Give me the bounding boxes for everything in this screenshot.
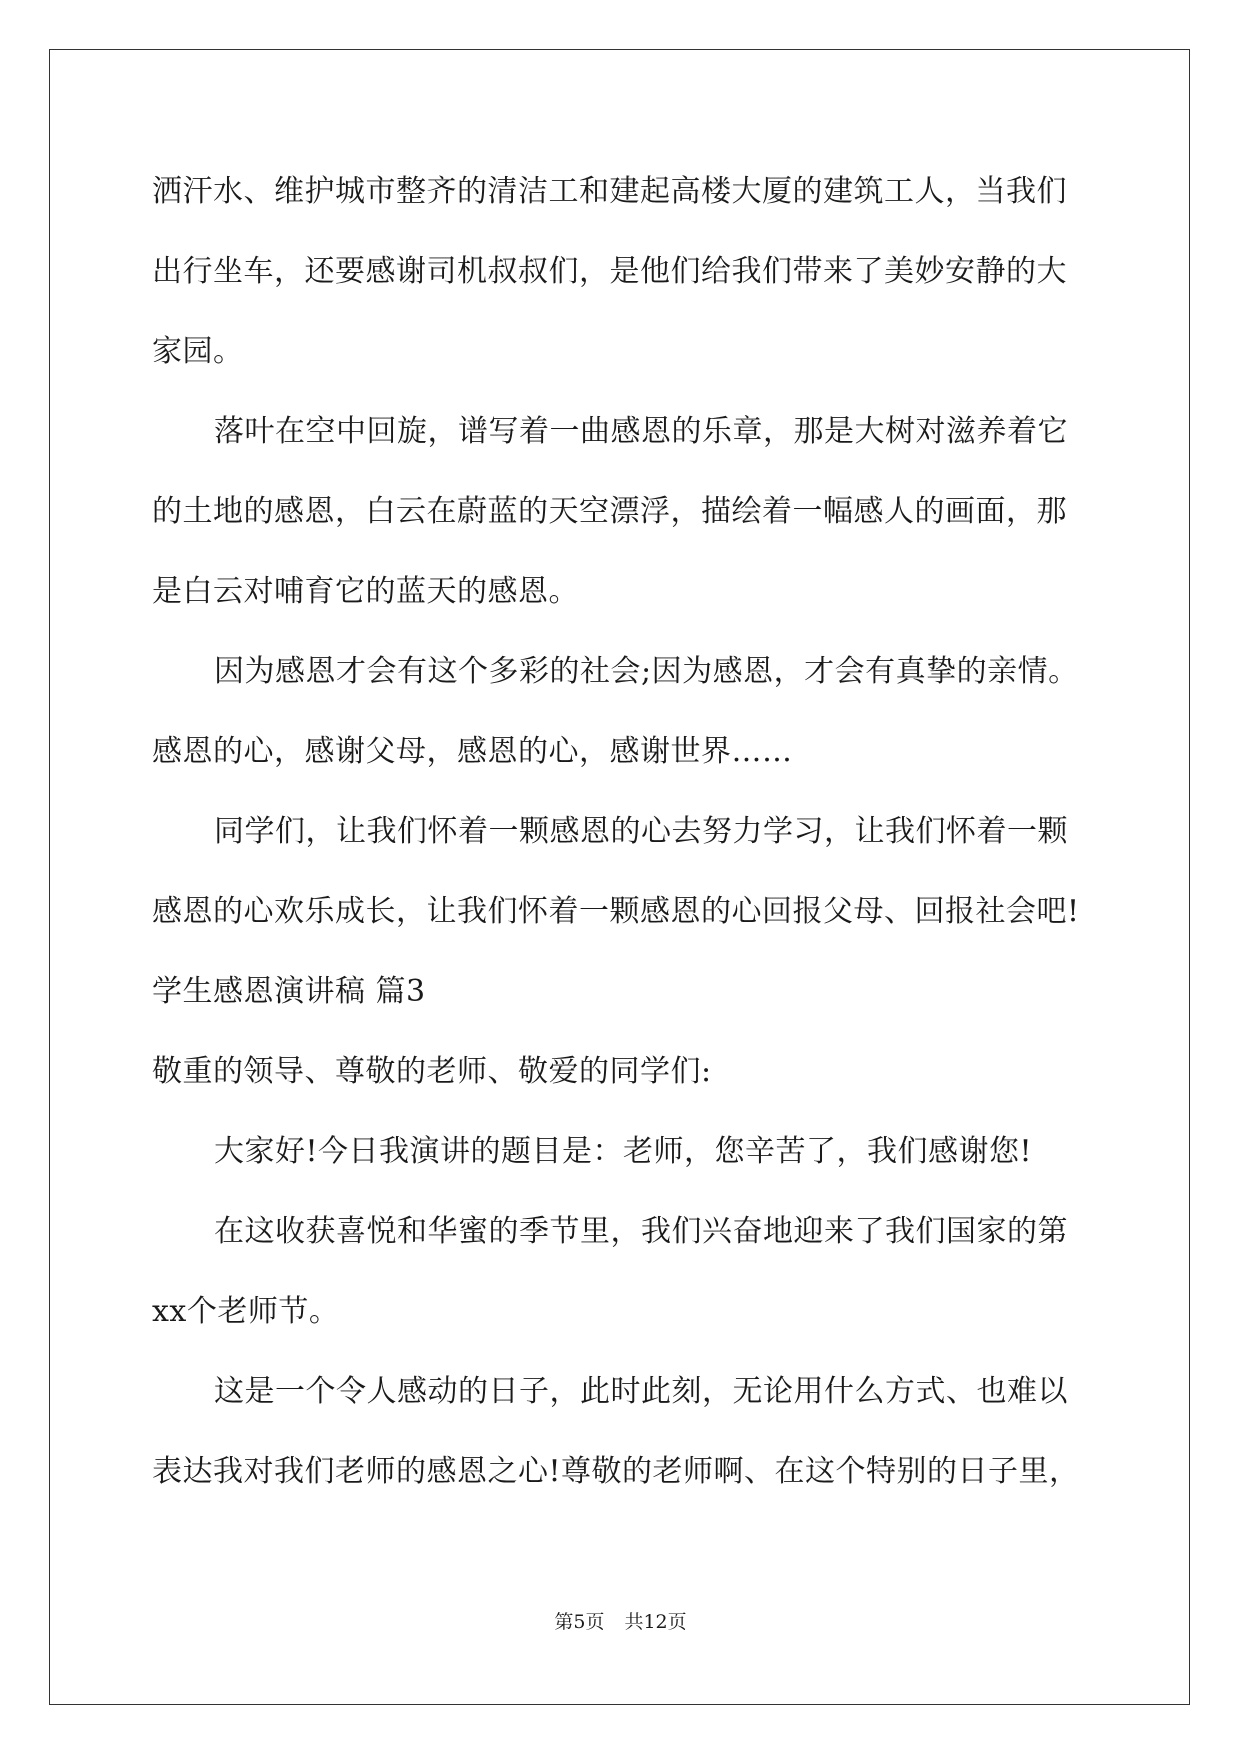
body-line-14: 在这收获喜悦和华蜜的季节里，我们兴奋地迎来了我们国家的第 (214, 1214, 1068, 1249)
body-line-9: 同学们，让我们怀着一颗感恩的心去努力学习，让我们怀着一颗 (214, 814, 1068, 849)
page-number: 第5页 (554, 1611, 605, 1633)
body-line-3: 家园。 (152, 334, 244, 369)
body-line-15: xx个老师节。 (152, 1294, 340, 1329)
body-line-10: 感恩的心欢乐成长，让我们怀着一颗感恩的心回报父母、回报社会吧! (152, 894, 1080, 929)
body-line-4: 落叶在空中回旋，谱写着一曲感恩的乐章，那是大树对滋养着它 (214, 414, 1068, 449)
page-footer (0, 1610, 1241, 1634)
body-line-7: 因为感恩才会有这个多彩的社会;因为感恩，才会有真挚的亲情。 (214, 654, 1079, 689)
section-heading: 学生感恩演讲稿 篇3 (152, 974, 426, 1009)
page-total: 共12页 (624, 1611, 687, 1633)
body-line-5: 的土地的感恩，白云在蔚蓝的天空漂浮，描绘着一幅感人的画面，那 (152, 494, 1067, 529)
body-line-17: 表达我对我们老师的感恩之心!尊敬的老师啊、在这个特别的日子里， (152, 1454, 1080, 1489)
body-line-13: 大家好!今日我演讲的题目是：老师，您辛苦了，我们感谢您! (214, 1134, 1033, 1169)
body-line-2: 出行坐车，还要感谢司机叔叔们，是他们给我们带来了美妙安静的大 (152, 254, 1067, 289)
body-line-6: 是白云对哺育它的蓝天的感恩。 (152, 574, 579, 609)
body-line-16: 这是一个令人感动的日子，此时此刻，无论用什么方式、也难以 (214, 1374, 1068, 1409)
salutation-line: 敬重的领导、尊敬的老师、敬爱的同学们: (152, 1054, 712, 1089)
body-line-1: 洒汗水、维护城市整齐的清洁工和建起高楼大厦的建筑工人，当我们 (152, 174, 1067, 209)
body-line-8: 感恩的心，感谢父母，感恩的心，感谢世界…… (152, 734, 793, 769)
